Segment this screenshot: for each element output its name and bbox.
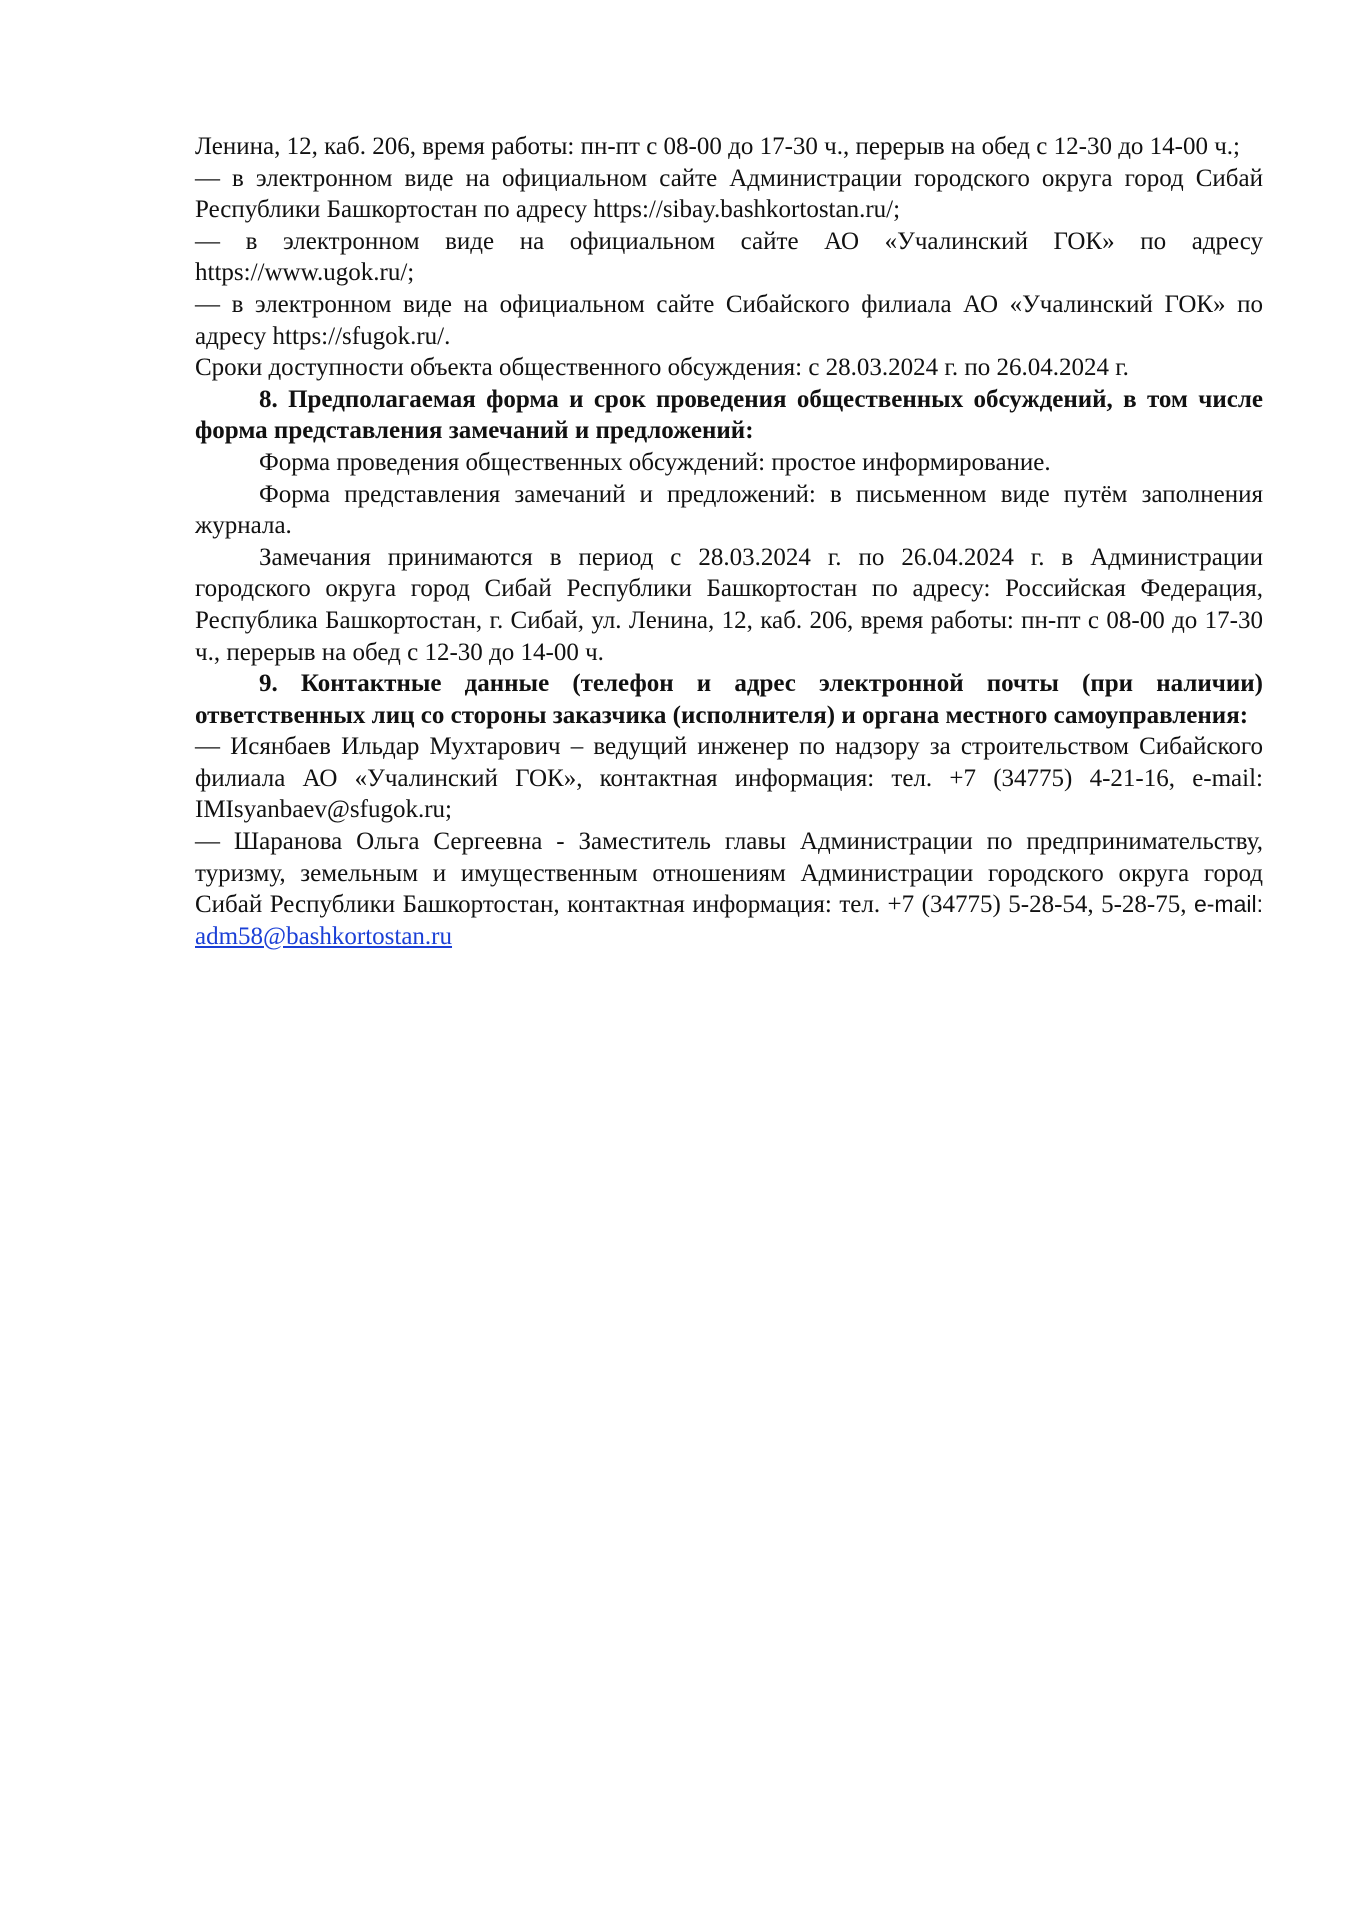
paragraph-site-sfugok: — в электронном виде на официальном сайте Сибайского филиала АО «Учалинский ГОК» по адресу https://sfugok.ru/. (195, 290, 1263, 350)
contact-2-email-link[interactable]: adm58@bashkortostan.ru (195, 922, 453, 950)
paragraph-availability-period: Сроки доступности объекта общественного обсуждения: с 28.03.2024 г. по 26.04.2024 г. (195, 354, 1129, 382)
section-8-heading: 8. Предполагаемая форма и срок проведения общественных обсуждений, в том числе форма представления замечаний и предложений: (195, 385, 1263, 445)
section-8-remarks: Замечания принимаются в период с 28.03.2024 г. по 26.04.2024 г. в Администрации городского округа город Сибай Республики Башкортостан по адресу: Российская Федерация, Республика Башкортостан, г. Сибай, ул. Ленина, 12, каб. 206, время работы: пн-пт с 08-00 до 17-30 ч., перерыв на обед с 12-30 до 14-00 ч. (195, 543, 1263, 666)
contact-2-text: — Шаранова Ольга Сергеевна - Заместитель главы Администрации по предпринимательству, туризму, земельным и имущественным отношениям Администрации городского округа город Сибай Республики Башкортостан, контактная информация: тел. +7 (34775) 5-28-54, 5-28-75, (195, 828, 1263, 919)
section-9-contact-1: — Исянбаев Ильдар Мухтарович – ведущий инженер по надзору за строительством Сибайского филиала АО «Учалинский ГОК», контактная информация: тел. +7 (34775) 4-21-16, e-mail: IMIsyanbaev@sfugok.ru; (195, 733, 1263, 824)
document-page (195, 131, 1263, 952)
section-9-contact-2 (195, 826, 1263, 952)
contact-2-email-label: e-mail: (1193, 891, 1263, 918)
paragraph-site-ugok: — в электронном виде на официальном сайте АО «Учалинский ГОК» по адресу https://www.ugok.ru/; (195, 227, 1263, 287)
paragraph-address-continuation: Ленина, 12, каб. 206, время работы: пн-пт с 08-00 до 17-30 ч., перерыв на обед с 12-30 до 14-00 ч.; (195, 133, 1241, 160)
section-8-form: Форма проведения общественных обсуждений: простое информирование. (259, 448, 1051, 476)
section-8-submission: Форма представления замечаний и предложений: в письменном виде путём заполнения журнала. (195, 480, 1263, 540)
paragraph-site-admin: — в электронном виде на официальном сайте Администрации городского округа город Сибай Республики Башкортостан по адресу https://sibay.bashkortostan.ru/; (195, 164, 1263, 224)
section-9-heading: 9. Контактные данные (телефон и адрес электронной почты (при наличии) ответственных лиц со стороны заказчика (исполнителя) и органа местного самоуправления: (195, 670, 1263, 729)
